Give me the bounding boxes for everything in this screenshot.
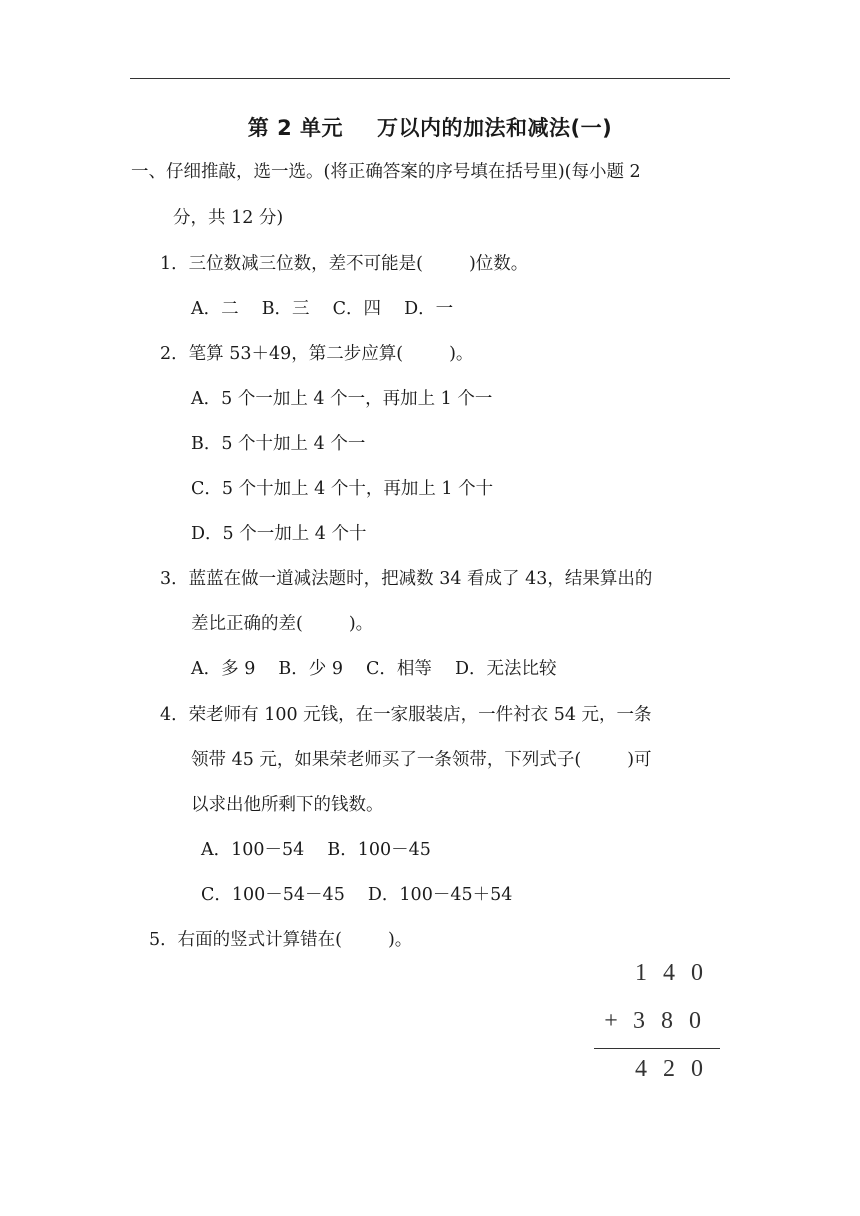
digit: 0	[689, 1008, 701, 1034]
question-2-stem-pre: 2．笔算 53＋49，第二步应算(	[160, 344, 404, 364]
question-4-stem-line1: 4．荣老师有 100 元钱，在一家服装店，一件衬衣 54 元，一条	[160, 705, 652, 725]
digit: 0	[691, 1056, 703, 1082]
question-3-stem-pre: 差比正确的差(	[191, 614, 303, 634]
digit: 4	[663, 960, 675, 986]
section-instruction-line1: 一、仔细推敲，选一选。(将正确答案的序号填在括号里)(每小题 2	[131, 162, 641, 182]
digit: 8	[661, 1008, 673, 1034]
question-3-stem-line2	[191, 612, 373, 636]
digit: 4	[635, 1056, 647, 1082]
question-2-option-d: D．5 个一加上 4 个十	[191, 524, 367, 544]
vertical-row-result	[627, 1056, 711, 1083]
question-3-stem-line1: 3．蓝蓝在做一道减法题时，把减数 34 看成了 43，结果算出的	[160, 569, 653, 589]
question-2-stem-post: )。	[449, 344, 474, 364]
vertical-sum-line	[594, 1048, 720, 1049]
question-2-option-c: C．5 个十加上 4 个十，再加上 1 个十	[191, 479, 494, 499]
digit: 0	[691, 960, 703, 986]
question-3-options: A．多 9 B．少 9 C．相等 D．无法比较	[191, 659, 557, 679]
header-rule	[130, 78, 730, 79]
question-1-options: A．二 B．三 C．四 D．一	[191, 299, 454, 319]
question-2-option-b: B．5 个十加上 4 个一	[191, 434, 366, 454]
digit: 1	[635, 960, 647, 986]
question-5-stem	[149, 928, 412, 952]
digit: 2	[663, 1056, 675, 1082]
question-2-stem	[160, 342, 473, 366]
digit: 3	[633, 1008, 645, 1034]
question-5-stem-pre: 5．右面的竖式计算错在(	[149, 930, 342, 950]
question-3-stem-post: )。	[348, 614, 374, 634]
question-1-stem	[160, 252, 528, 276]
question-4-options-cd: C．100－54－45 D．100－45＋54	[201, 885, 513, 905]
title-unit: 第 2 单元	[247, 116, 344, 140]
page-title	[0, 112, 860, 142]
question-4-stem-post: )可	[627, 750, 652, 770]
question-1-stem-post: )位数。	[468, 254, 529, 274]
section-instruction-line2: 分，共 12 分)	[173, 208, 284, 228]
question-4-stem-pre: 领带 45 元，如果荣老师买了一条领带，下列式子(	[191, 750, 582, 770]
vertical-row-addend-2	[597, 1008, 709, 1035]
question-2-option-a: A．5 个一加上 4 个一，再加上 1 个一	[191, 389, 493, 409]
question-1-stem-pre: 1．三位数减三位数，差不可能是(	[160, 254, 423, 274]
title-topic: 万以内的加法和减法(一)	[377, 116, 613, 140]
question-4-options-ab: A．100－54 B．100－45	[201, 840, 431, 860]
question-4-stem-line3: 以求出他所剩下的钱数。	[191, 795, 384, 815]
vertical-row-addend-1	[627, 960, 711, 987]
question-4-stem-line2	[191, 748, 652, 772]
question-5-stem-post: )。	[387, 930, 413, 950]
plus-sign: +	[604, 1008, 618, 1034]
